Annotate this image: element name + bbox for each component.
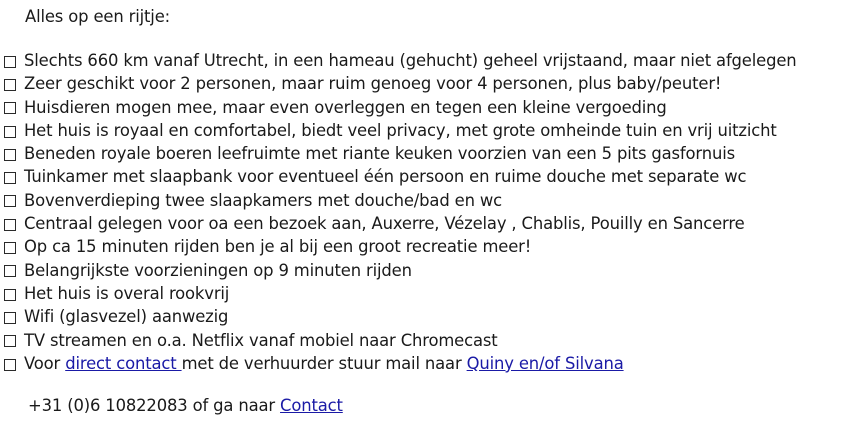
checkbox-icon (4, 359, 16, 371)
checkbox-icon (4, 219, 16, 231)
list-item (4, 119, 797, 142)
list-item-text: Het huis is royaal en comfortabel, biedt veel privacy, met grote omheinde tuin en vrij uitzicht (24, 120, 777, 140)
checkbox-icon (4, 242, 16, 254)
checkbox-icon (4, 79, 16, 91)
list-item-text: Het huis is overal rookvrij (24, 283, 230, 303)
list-item-text: Wifi (glasvezel) aanwezig (24, 307, 229, 327)
list-item (4, 212, 797, 235)
checkbox-icon (4, 56, 16, 68)
list-item (4, 259, 797, 282)
list-item-text: Tuinkamer met slaapbank voor eventueel één persoon en ruime douche met separate wc (24, 167, 747, 187)
list-item (4, 72, 797, 95)
checkbox-icon (4, 335, 16, 347)
feature-checklist (4, 49, 797, 375)
contact-prefix: Voor (24, 353, 66, 373)
checkbox-icon (4, 265, 16, 277)
contact-middle-text: met de verhuurder stuur mail naar (181, 353, 467, 373)
list-item (4, 96, 797, 119)
list-item (4, 282, 797, 305)
phone-text: +31 (0)6 10822083 of ga naar (28, 396, 281, 415)
list-item (4, 165, 797, 188)
checkbox-icon (4, 149, 16, 161)
checkbox-icon (4, 289, 16, 301)
checkbox-icon (4, 195, 16, 207)
checkbox-icon (4, 102, 16, 114)
list-item-text: Beneden royale boeren leefruimte met riante keuken voorzien van een 5 pits gasfornuis (24, 144, 735, 164)
direct-contact-link[interactable]: direct contact (65, 353, 182, 373)
checkbox-icon (4, 126, 16, 138)
contact-page-link[interactable]: Contact (280, 396, 343, 415)
list-item (4, 235, 797, 258)
list-item (4, 142, 797, 165)
list-item-contact (4, 352, 797, 375)
list-item (4, 305, 797, 328)
list-item-text: TV streamen en o.a. Netflix vanaf mobiel naar Chromecast (24, 330, 498, 350)
phone-contact-line (28, 395, 343, 417)
mail-quiny-silvana-link[interactable]: Quiny en/of Silvana (466, 353, 624, 373)
list-item (4, 189, 797, 212)
list-item-text: Belangrijkste voorzieningen op 9 minuten rijden (24, 260, 412, 280)
checkbox-icon (4, 172, 16, 184)
list-item-text: Slechts 660 km vanaf Utrecht, in een hameau (gehucht) geheel vrijstaand, maar niet afgelegen (24, 51, 797, 70)
list-item-text: Huisdieren mogen mee, maar even overleggen en tegen een kleine vergoeding (24, 97, 667, 117)
list-item (4, 49, 797, 72)
checkbox-icon (4, 312, 16, 324)
list-item-text: Centraal gelegen voor oa een bezoek aan, Auxerre, Vézelay , Chablis, Pouilly en Sancerre (24, 214, 745, 234)
list-item-text: Bovenverdieping twee slaapkamers met douche/bad en wc (24, 190, 502, 210)
list-item (4, 329, 797, 352)
section-heading: Alles op een rijtje: (25, 7, 170, 26)
list-item-text: Op ca 15 minuten rijden ben je al bij een groot recreatie meer! (24, 237, 532, 257)
list-item-text: Zeer geschikt voor 2 personen, maar ruim genoeg voor 4 personen, plus baby/peuter! (24, 74, 722, 94)
